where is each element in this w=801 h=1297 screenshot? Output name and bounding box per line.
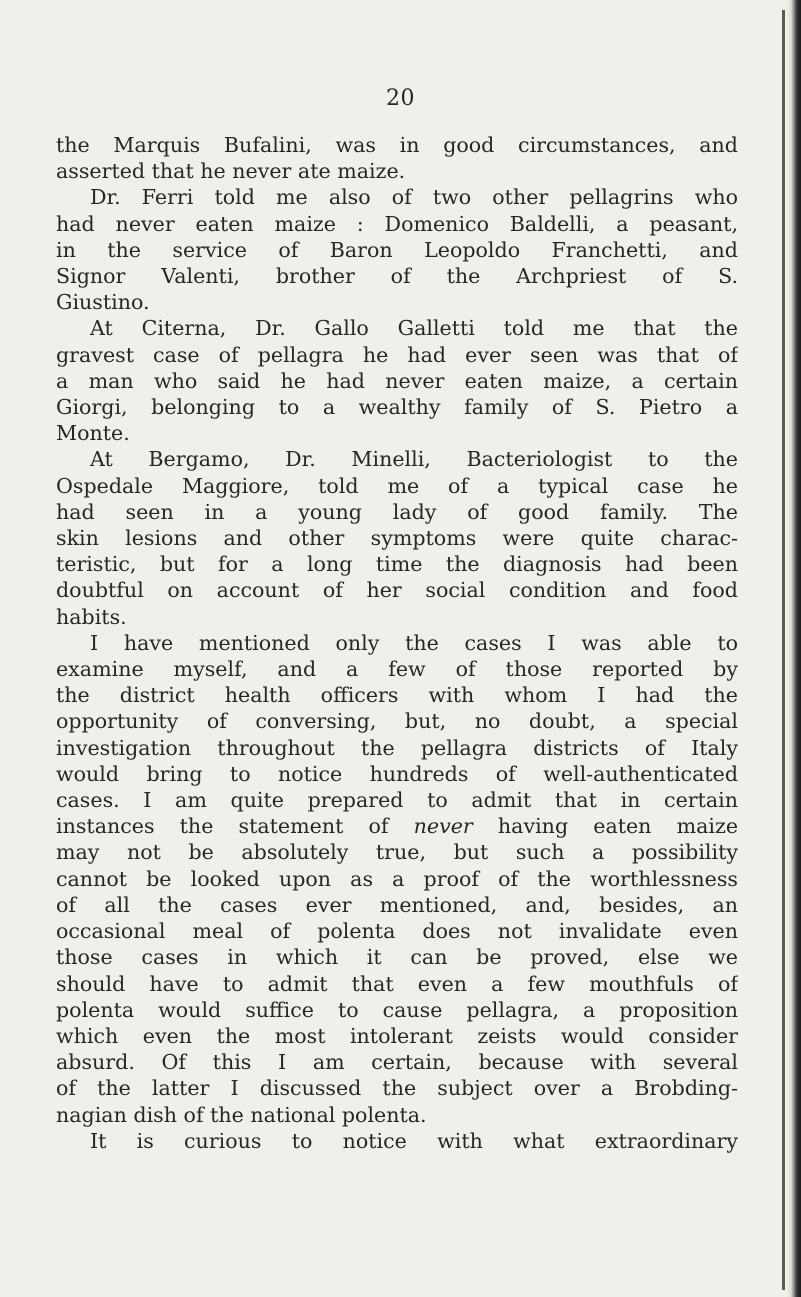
text-line: which even the most intolerant zeists would consider <box>56 1023 738 1048</box>
text-line: gravest case of pellagra he had ever seen was that of <box>56 342 738 367</box>
text-line: examine myself, and a few of those reported by <box>56 657 738 682</box>
text-line: Giorgi, belonging to a wealthy family of S. Pietro a <box>56 395 738 420</box>
text-line: had seen in a young lady of good family. The <box>56 499 738 524</box>
text-line: of the latter I discussed the subject over a Brobding- <box>56 1076 738 1101</box>
text-line: the district health officers with whom I had the <box>56 683 738 708</box>
text-line: I have mentioned only the cases I was able to <box>90 630 738 655</box>
text-line: of all the cases ever mentioned, and, besides, an <box>56 892 738 917</box>
text-line: It is curious to notice with what extraordinary <box>90 1128 738 1153</box>
text-line: the Marquis Bufalini, was in good circumstances, and <box>56 133 738 157</box>
text-line: those cases in which it can be proved, else we <box>56 945 738 970</box>
body-text <box>56 132 738 1154</box>
text-line: Dr. Ferri told me also of two other pellagrins who <box>90 185 738 210</box>
page-binding-edge <box>787 0 801 1297</box>
text-line: polenta would suffice to cause pellagra, a proposition <box>56 997 738 1022</box>
text-line: should have to admit that even a few mouthfuls of <box>56 971 738 996</box>
text-line: skin lesions and other symptoms were quite charac- <box>56 526 738 551</box>
text-line: teristic, but for a long time the diagnosis had been <box>56 552 738 577</box>
text-line: may not be absolutely true, but such a possibility <box>56 840 738 865</box>
text-line: opportunity of conversing, but, no doubt, a special <box>56 709 738 734</box>
text-line: cannot be looked upon as a proof of the worthlessness <box>56 866 738 891</box>
text-line <box>56 813 738 839</box>
text-line: At Citerna, Dr. Gallo Galletti told me that the <box>90 316 738 341</box>
text-line: nagian dish of the national polenta. <box>56 1102 427 1127</box>
italic-word: never <box>413 814 473 839</box>
text-line: had never eaten maize : Domenico Baldelli, a peasant, <box>56 211 738 236</box>
text-line: occasional meal of polenta does not invalidate even <box>56 919 738 944</box>
text-line: habits. <box>56 604 127 629</box>
text-line: absurd. Of this I am certain, because with several <box>56 1050 738 1075</box>
text-line: a man who said he had never eaten maize, a certain <box>56 368 738 393</box>
text-line: in the service of Baron Leopoldo Franchetti, and <box>56 237 738 262</box>
page-number: 20 <box>386 86 415 111</box>
text-line: Ospedale Maggiore, told me of a typical case he <box>56 473 738 498</box>
text-line: At Bergamo, Dr. Minelli, Bacteriologist to the <box>90 447 738 472</box>
text-line: would bring to notice hundreds of well-authenticated <box>56 761 738 786</box>
text-segment: having eaten maize <box>472 814 738 839</box>
text-line: doubtful on account of her social condition and food <box>56 578 738 603</box>
page-edge-line <box>782 10 785 1290</box>
text-line: Giustino. <box>56 290 150 315</box>
text-segment: instances the statement of <box>56 814 414 839</box>
text-line: Monte. <box>56 421 130 446</box>
text-line: asserted that he never ate maize. <box>56 159 406 184</box>
text-line: investigation throughout the pellagra districts of Italy <box>56 735 738 760</box>
text-line: cases. I am quite prepared to admit that in certain <box>56 788 738 813</box>
text-line: Signor Valenti, brother of the Archpriest of S. <box>56 264 738 289</box>
